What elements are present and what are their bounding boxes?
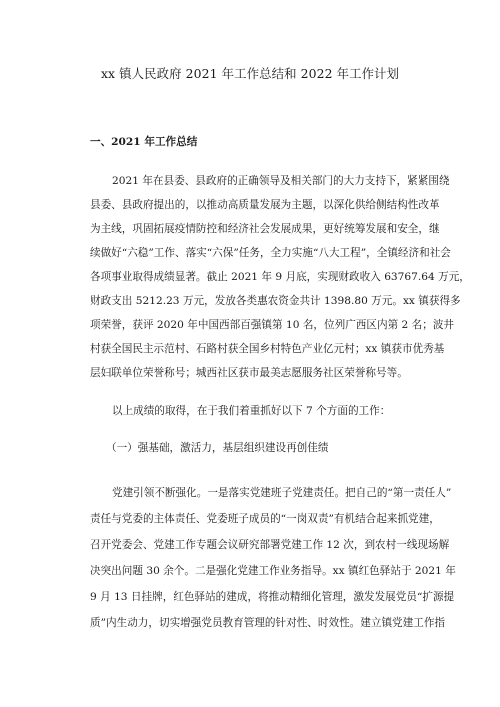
section-heading: 一、2021 年工作总结: [90, 136, 198, 148]
paragraph-line: 以上成绩的取得，在于我们着重抓好以下 7 个方面的工作：: [112, 405, 391, 417]
subsection-heading: （一）强基础，激活力，基层组织建设再创佳绩: [106, 442, 329, 454]
paragraph-line: 召开党委会、党建工作专题会议研究部署党建工作 12 次，到农村一线现场解: [90, 539, 450, 551]
paragraph-line: 各项事业取得成绩显著。截止 2021 年 9 月底，实现财政收入 63767.64 万元，: [90, 271, 470, 283]
paragraph-line: 责任与党委的主体责任、党委班子成员的“一岗双责”有机结合起来抓党建，: [90, 513, 440, 525]
paragraph-line: 村获全国民主示范村、石路村获全国乡村特色产业亿元村；xx 镇获市优秀基: [90, 343, 445, 355]
paragraph-line: 县委、县政府提出的，以推动高质量发展为主题，以深化供给侧结构性改革: [90, 199, 440, 211]
paragraph-line: 层妇联单位荣誉称号；城西社区获市最美志愿服务社区荣誉称号等。: [90, 367, 408, 379]
paragraph-line: 党建引领不断强化。一是落实党建班子党建责任。把自己的“第一责任人”: [112, 487, 452, 499]
paragraph-line: 财政支出 5212.23 万元，发放各类惠农资金共计 1398.80 万元。xx 镇获得多: [90, 295, 461, 307]
paragraph-line: 质”内生动力，切实增强党员教育管理的针对性、时效性。建立镇党建工作指: [90, 617, 446, 629]
paragraph-line: 9 月 13 日挂牌，红色驿站的建成，将推动精细化管理，激发发展党员“扩源提: [90, 591, 455, 603]
paragraph-line: 续做好“六稳”工作、落实“六保”任务，全力实施“八大工程”，全镇经济和社会: [90, 247, 451, 259]
paragraph-line: 2021 年在县委、县政府的正确领导及相关部门的大力支持下，紧紧围绕: [112, 175, 450, 187]
paragraph-line: 项荣誉，获评 2020 年中国西部百强镇第 10 名，位列广西区内第 2 名；波井: [90, 319, 455, 331]
paragraph-line: 决突出问题 30 余个。二是强化党建工作业务指导。xx 镇红色驿站于 2021 年: [90, 565, 456, 577]
paragraph-line: 为主线，巩固拓展疫情防控和经济社会发展成果，更好统筹发展和安全，继: [90, 223, 440, 235]
document-title: xx 镇人民政府 2021 年工作总结和 2022 年工作计划: [100, 66, 400, 81]
